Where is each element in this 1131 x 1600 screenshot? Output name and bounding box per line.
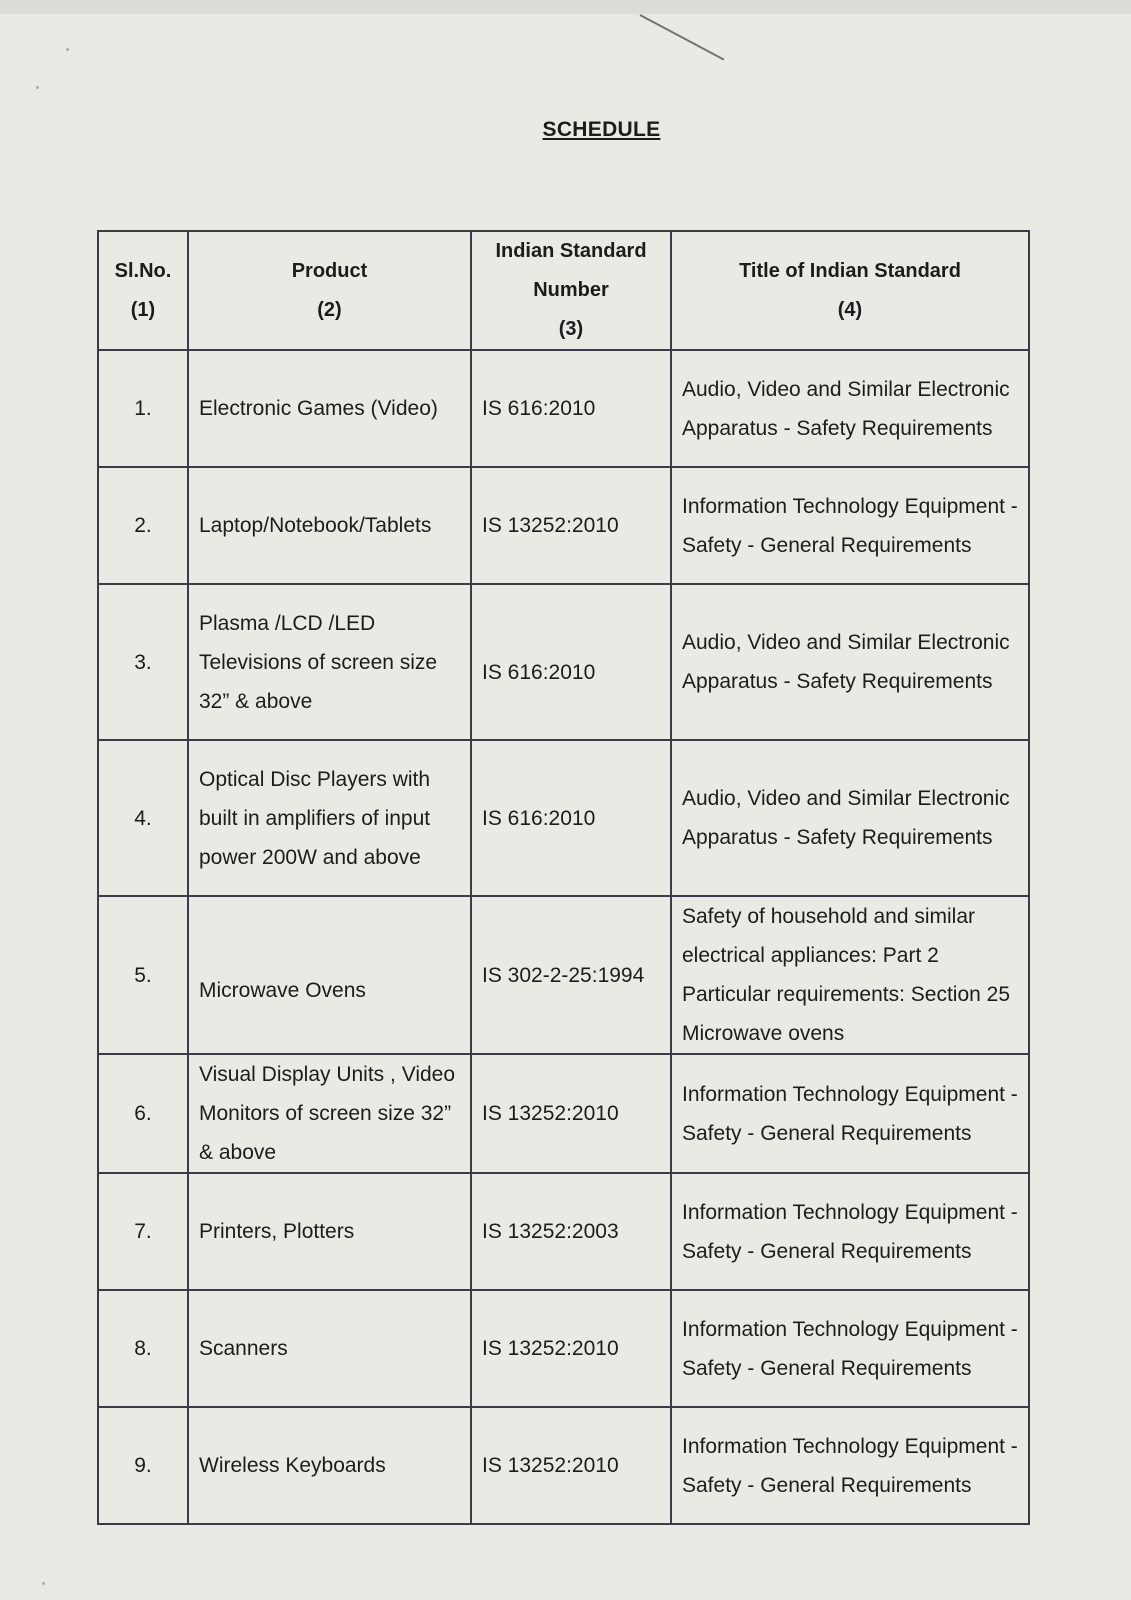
- cell-standard-number: IS 616:2010: [471, 740, 671, 896]
- cell-standard-title: Information Technology Equipment - Safety - General Requirements: [671, 1290, 1029, 1407]
- table-row: [98, 1173, 1029, 1290]
- cell-standard-title: Safety of household and similar electrical appliances: Part 2 Particular requirements: Section 25 Microwave ovens: [671, 896, 1029, 1054]
- cell-standard-number: IS 13252:2010: [471, 1290, 671, 1407]
- page-title: [0, 118, 1131, 142]
- cell-standard-number: IS 13252:2010: [471, 1407, 671, 1524]
- cell-product: Optical Disc Players with built in amplifiers of input power 200W and above: [188, 740, 471, 896]
- cell-product: Scanners: [188, 1290, 471, 1407]
- cell-standard-title: Audio, Video and Similar Electronic Apparatus - Safety Requirements: [671, 584, 1029, 740]
- cell-standard-title: Audio, Video and Similar Electronic Apparatus - Safety Requirements: [671, 740, 1029, 896]
- cell-standard-title: Information Technology Equipment - Safety - General Requirements: [671, 1173, 1029, 1290]
- header-standard-number: Indian Standard Number (3): [471, 231, 671, 350]
- cell-standard-title: Information Technology Equipment - Safety - General Requirements: [671, 467, 1029, 584]
- cell-product: Wireless Keyboards: [188, 1407, 471, 1524]
- table-row: [98, 1290, 1029, 1407]
- cell-standard-number: IS 13252:2010: [471, 467, 671, 584]
- table-row: [98, 467, 1029, 584]
- schedule-heading: SCHEDULE: [542, 118, 661, 141]
- scan-top-edge: [0, 0, 1131, 14]
- cell-standard-title: Audio, Video and Similar Electronic Apparatus - Safety Requirements: [671, 350, 1029, 467]
- cell-standard-number: IS 13252:2010: [471, 1054, 671, 1173]
- header-product: Product (2): [188, 231, 471, 350]
- header-sl-no: Sl.No. (1): [98, 231, 188, 350]
- scan-speck: [36, 86, 39, 89]
- cell-standard-number: IS 616:2010: [471, 350, 671, 467]
- table-row: [98, 584, 1029, 740]
- cell-sl-no: 3.: [98, 584, 188, 740]
- cell-sl-no: 8.: [98, 1290, 188, 1407]
- cell-sl-no: 7.: [98, 1173, 188, 1290]
- table-row: [98, 740, 1029, 896]
- scan-speck: [66, 48, 69, 51]
- cell-product: Visual Display Units , Video Monitors of screen size 32” & above: [188, 1054, 471, 1173]
- cell-standard-number: IS 616:2010: [471, 584, 671, 740]
- cell-sl-no: 6.: [98, 1054, 188, 1173]
- table-header: [98, 231, 1029, 350]
- table-row: [98, 896, 1029, 1054]
- cell-sl-no: 2.: [98, 467, 188, 584]
- table-row: [98, 350, 1029, 467]
- table-row: [98, 1407, 1029, 1524]
- cell-product: Printers, Plotters: [188, 1173, 471, 1290]
- scan-speck: [42, 1582, 45, 1585]
- cell-standard-title: Information Technology Equipment - Safety - General Requirements: [671, 1407, 1029, 1524]
- header-row: [98, 231, 1029, 350]
- cell-standard-title: Information Technology Equipment - Safety - General Requirements: [671, 1054, 1029, 1173]
- table-row: [98, 1054, 1029, 1173]
- cell-standard-number: IS 13252:2003: [471, 1173, 671, 1290]
- cell-product: Laptop/Notebook/Tablets: [188, 467, 471, 584]
- cell-product: Plasma /LCD /LED Televisions of screen size 32” & above: [188, 584, 471, 740]
- cell-product: Electronic Games (Video): [188, 350, 471, 467]
- cell-sl-no: 9.: [98, 1407, 188, 1524]
- pen-stroke-mark: [640, 14, 725, 60]
- cell-sl-no: 5.: [98, 896, 188, 1054]
- schedule-table: [97, 230, 1030, 1525]
- header-standard-title: Title of Indian Standard (4): [671, 231, 1029, 350]
- table-body: [98, 350, 1029, 1524]
- cell-sl-no: 4.: [98, 740, 188, 896]
- cell-sl-no: 1.: [98, 350, 188, 467]
- cell-product: Microwave Ovens: [188, 896, 471, 1054]
- cell-standard-number: IS 302-2-25:1994: [471, 896, 671, 1054]
